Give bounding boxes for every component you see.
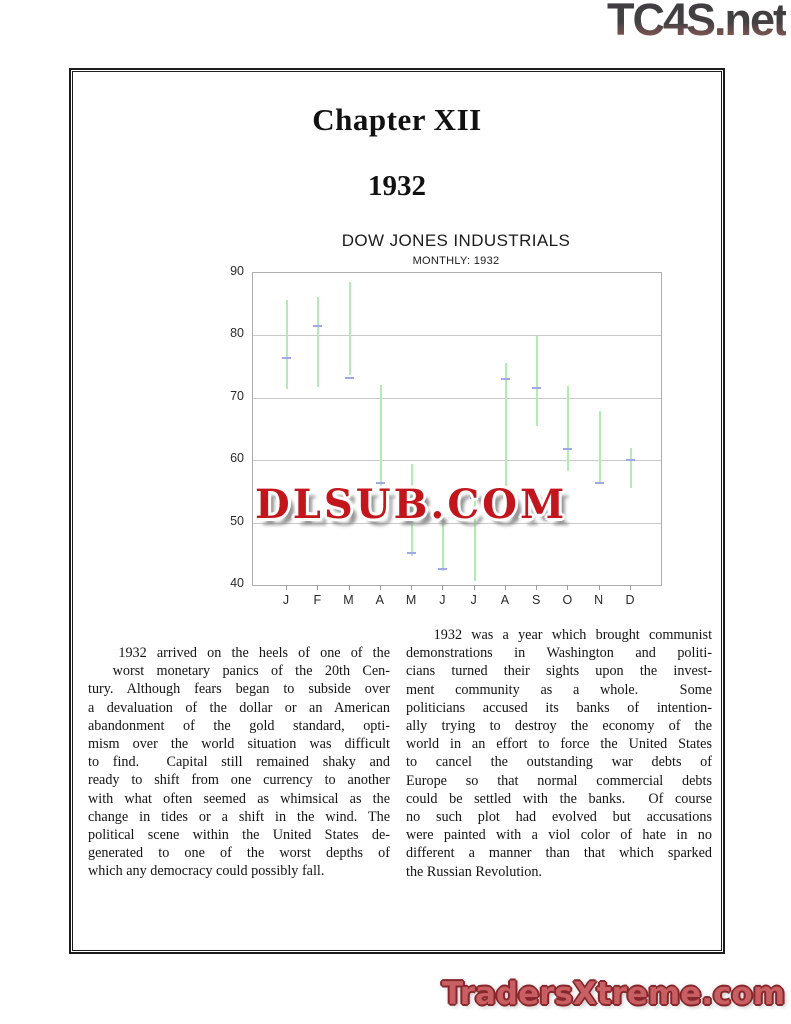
text-line: ally trying to destroy the economy of the [406,718,712,735]
text-line: ment community as a whole. Some [406,681,712,698]
gridline [253,335,661,336]
chapter-title: Chapter XII [312,102,482,137]
month-label: N [594,593,604,607]
close-tick [345,377,354,379]
text-line: a devaluation of the dollar or an American [88,699,390,716]
price-range-bar [349,282,351,375]
x-axis-tick [474,585,475,590]
x-axis-tick [411,585,412,590]
y-axis-label: 40 [230,576,244,590]
price-range-bar [630,448,632,488]
month-label: M [343,593,354,607]
chapter-year: 1932 [368,170,426,202]
price-range-bar [567,386,569,471]
text-line: generated to one of the worst depths of [88,845,390,862]
text-line: ready to shift from one currency to another [88,772,390,789]
month-label: J [470,593,477,607]
text-line: to cancel the outstanding war debts of [406,754,712,771]
month-label: A [500,593,510,607]
month-label: M [405,593,417,607]
close-tick [407,552,416,554]
y-axis-label: 60 [230,451,244,466]
text-line: abandonment of the gold standard, opti- [88,717,390,734]
y-axis-label: 80 [230,326,244,341]
watermark: DLSUB.COM [255,481,568,528]
month-label: J [439,593,446,607]
right-column [406,626,712,881]
text-line: politicians accused its banks of intention- [406,699,712,716]
price-range-bar [286,300,288,389]
close-tick [282,357,291,359]
text-line: which any democracy could possibly fall. [88,863,325,880]
chart-title: DOW JONES INDUSTRIALS [341,231,571,250]
chart-subtitle: MONTHLY: 1932 [412,255,500,267]
y-axis-label: 50 [230,513,244,528]
x-axis-tick [380,585,381,590]
price-range-bar [380,385,382,494]
x-axis-tick [349,585,350,590]
text-line: political scene within the United States de- [88,827,390,844]
x-axis-tick [317,585,318,590]
x-axis-tick [286,585,287,590]
month-label: S [532,593,541,607]
text-line: worst monetary panics of the 20th Cen- [88,663,390,680]
x-axis-tick [567,585,568,590]
text-line: were painted with a viol color of hate in no [406,827,712,844]
month-label: J [282,593,290,607]
x-axis-tick [536,585,537,590]
price-range-bar [599,411,601,484]
month-label: D [625,593,635,607]
price-range-bar [317,297,319,388]
x-axis-tick [442,585,443,590]
y-axis-label: 70 [230,388,244,403]
text-line: mism over the world situation was difficult [88,736,390,753]
month-label: O [562,593,573,607]
text-line: demonstrations in Washington and politi- [406,645,712,662]
text-line: cians turned their sights upon the invest- [406,663,712,680]
text-line: 1932 was a year which brought communist [406,627,713,643]
close-tick [595,482,604,484]
close-tick [626,459,635,461]
close-tick [313,325,322,327]
y-axis-label: 90 [230,264,244,278]
x-axis-tick [630,585,631,590]
left-column [88,644,390,881]
text-line: change in tides or a shift in the wind. The [88,808,390,825]
text-line: could be settled with the banks. Of course [406,790,712,807]
close-tick [532,387,541,389]
text-line: tury. Although fears began to subside over [88,681,390,698]
text-line: Europe so that normal commercial debts [406,772,712,789]
month-label: A [375,593,384,607]
price-range-bar [536,336,538,426]
close-tick [563,448,572,450]
price-range-bar [505,363,507,498]
text-line: 1932 arrived on the heels of one of the [88,645,390,661]
text-line: to find. Capital still remained shaky and [88,754,390,771]
text-line: no such plot had evolved but accusations [406,809,712,826]
footer-logo: TradersXtreme.com [441,976,785,1012]
gridline [253,398,661,399]
close-tick [438,568,447,570]
plot-area [252,272,662,586]
month-label: F [313,593,322,607]
x-axis-tick [599,585,600,590]
close-tick [501,378,510,380]
text-line: the Russian Revolution. [406,863,542,880]
text-line: world in an effort to force the United States [406,736,712,753]
x-axis-tick [505,585,506,590]
text-line: with what often seemed as whimsical as the [88,790,390,807]
header-logo: TC4S.net [607,0,786,46]
text-line: different a manner than that which sparked [406,845,712,862]
